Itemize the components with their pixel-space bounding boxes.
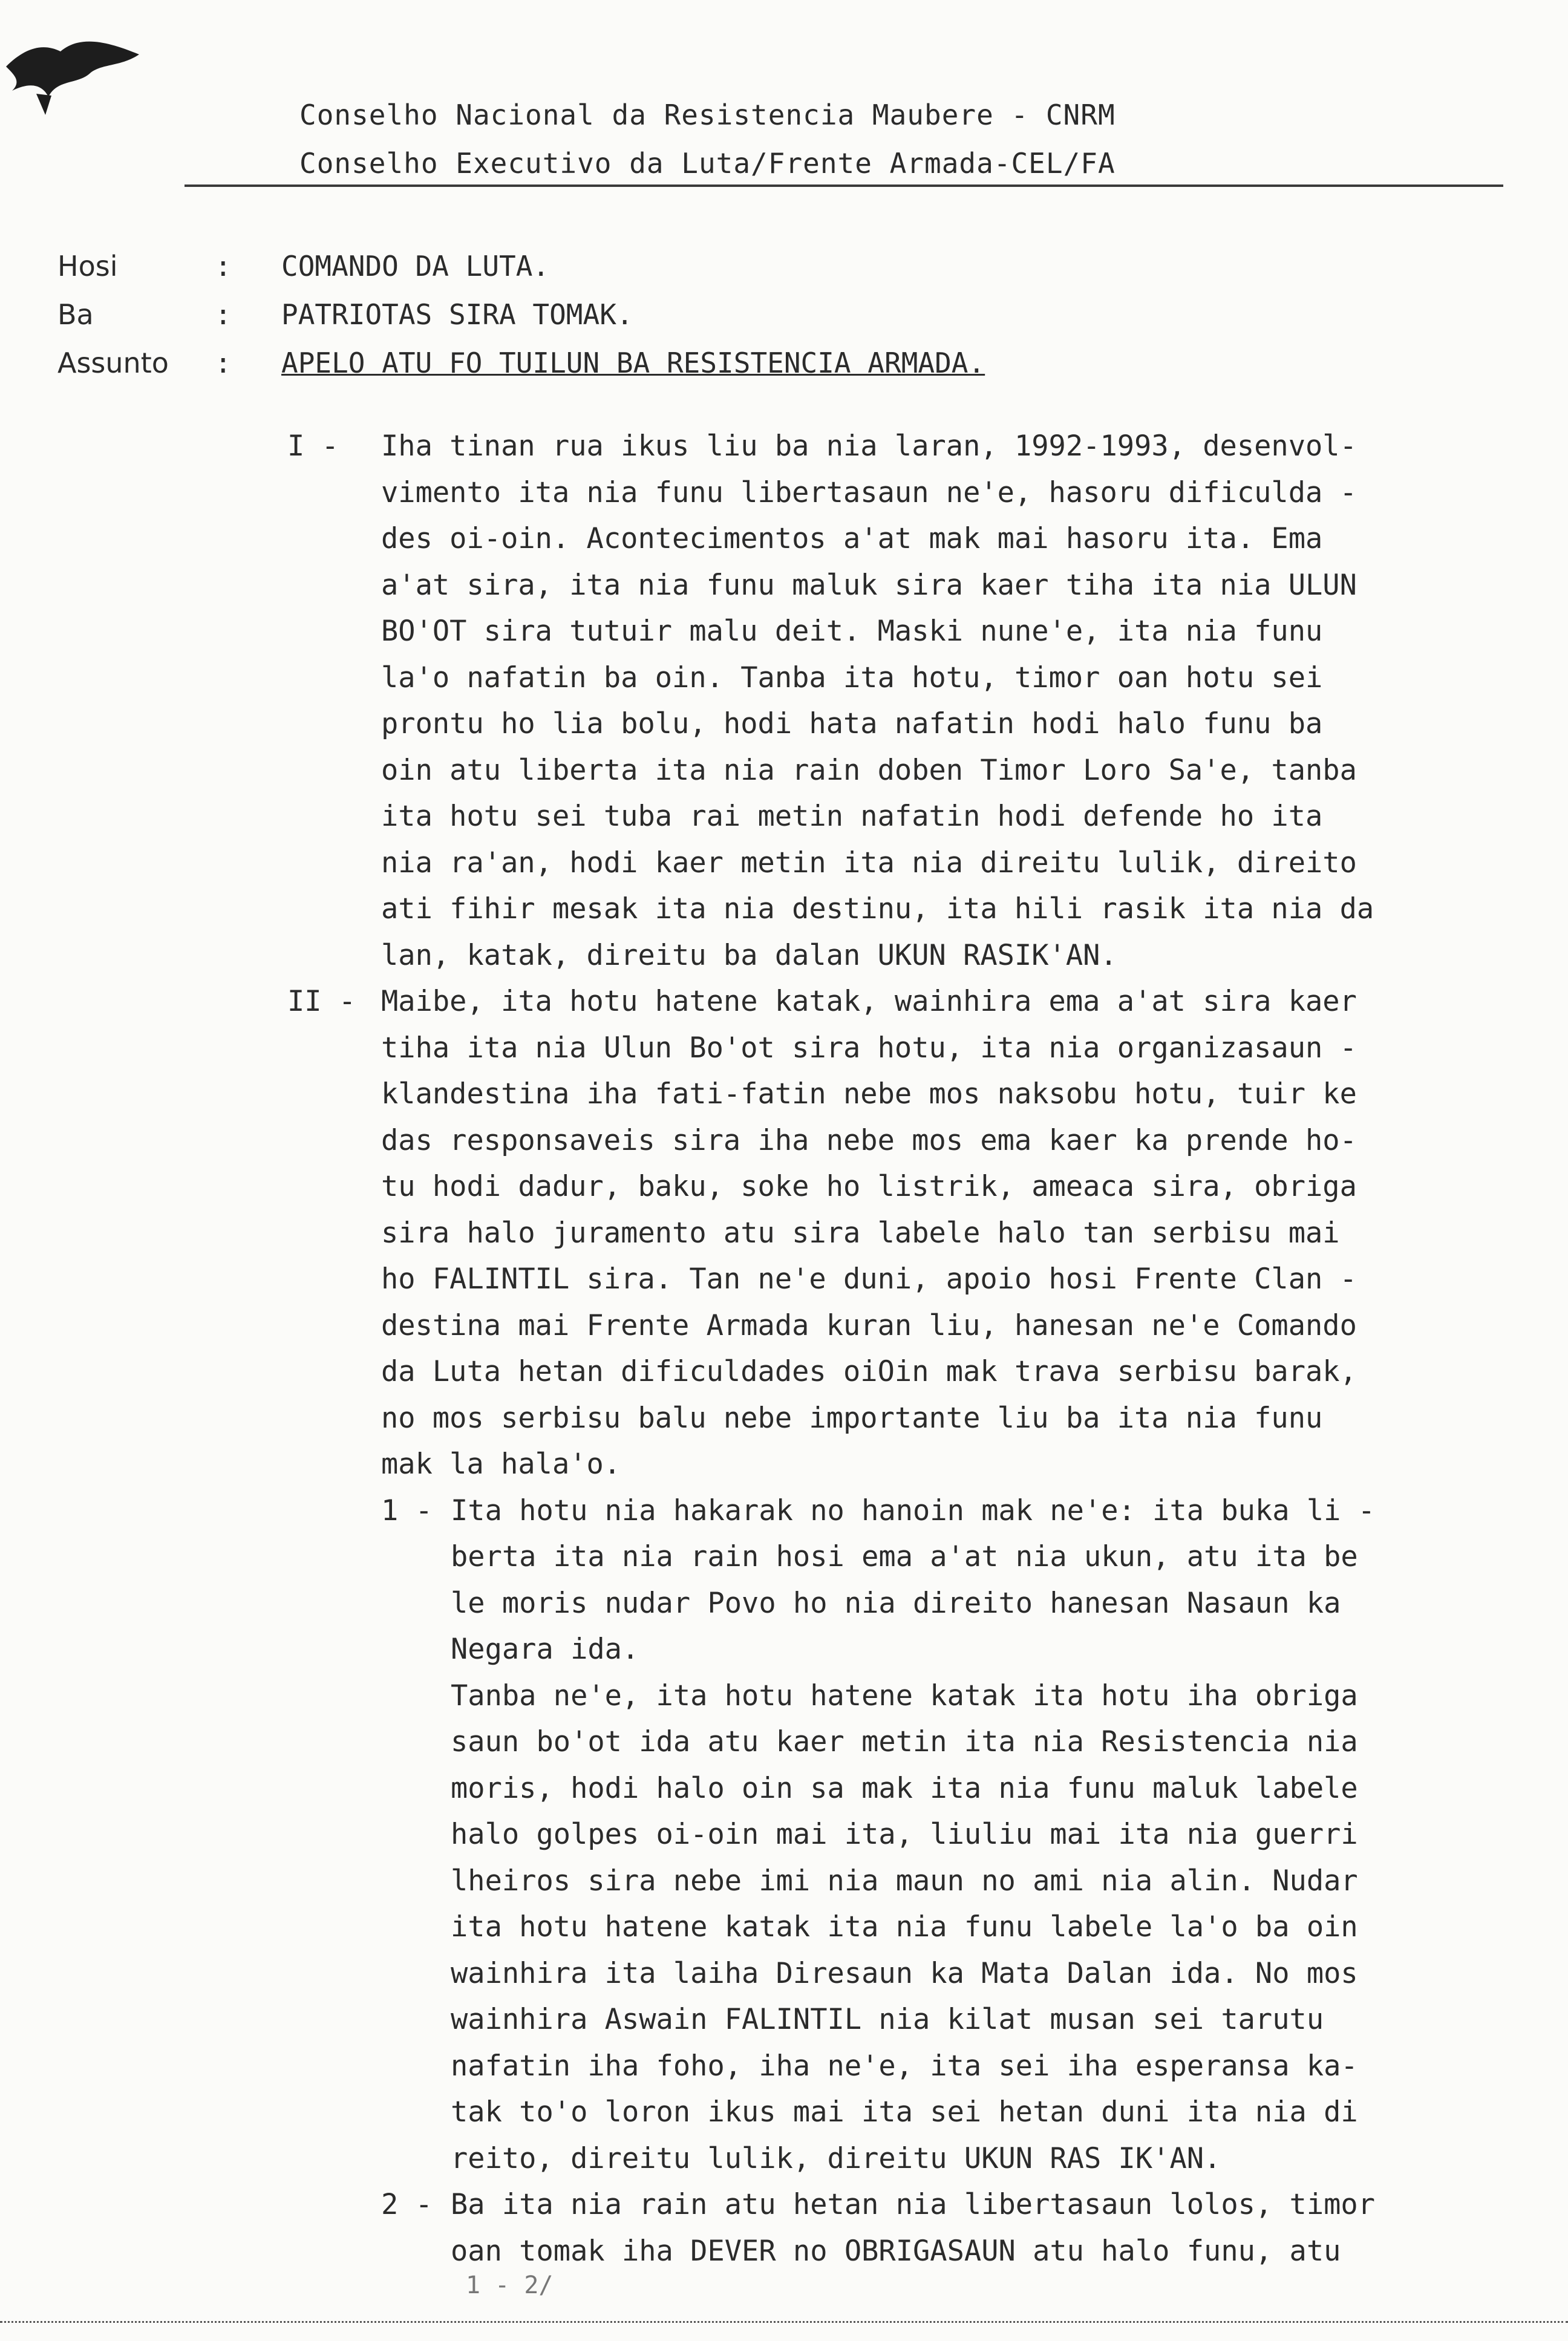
text-line: Ita hotu nia hakarak no hanoin mak ne'e: ita buka li - xyxy=(451,1494,1376,1527)
letterhead-line-1: Conselho Nacional da Resistencia Maubere - CNRM xyxy=(299,99,1116,131)
text-line: halo golpes oi-oin mai ita, liuliu mai ita nia guerri xyxy=(451,1818,1358,1851)
text-line: Negara ida. xyxy=(451,1633,639,1666)
text-line: prontu ho lia bolu, hodi hata nafatin hodi halo funu ba xyxy=(381,707,1323,740)
text-line: lheiros sira nebe imi nia maun no ami nia alin. Nudar xyxy=(451,1864,1358,1898)
section-text xyxy=(381,979,1497,1488)
text-line: wainhira ita laiha Diresaun ka Mata Dalan ida. No mos xyxy=(451,1956,1358,1990)
text-line: Maibe, ita hotu hatene katak, wainhira ema a'at sira kaer xyxy=(381,985,1357,1018)
text-line: nia ra'an, hodi kaer metin ita nia direitu lulik, direito xyxy=(381,846,1357,880)
subsection-number: 1 - xyxy=(381,1494,433,1527)
field-subject: Assunto : APELO ATU FO TUILUN BA RESISTENCIA ARMADA. xyxy=(57,339,985,387)
text-line: des oi-oin. Acontecimentos a'at mak mai hasoru ita. Ema xyxy=(381,522,1323,555)
text-line: oan tomak iha DEVER no OBRIGASAUN atu halo funu, atu xyxy=(451,2234,1341,2268)
text-line: berta ita nia rain hosi ema a'at nia ukun, atu ita be xyxy=(451,1540,1358,1573)
text-line: saun bo'ot ida atu kaer metin ita nia Resistencia nia xyxy=(451,1725,1358,1758)
text-line: wainhira Aswain FALINTIL nia kilat musan sei tarutu xyxy=(451,2003,1324,2036)
text-line: no mos serbisu balu nebe importante liu ba ita nia funu xyxy=(381,1401,1323,1435)
letterhead xyxy=(299,91,1116,188)
subsection-text xyxy=(451,2182,1497,2274)
text-line: ita hotu sei tuba rai metin nafatin hodi defende ho ita xyxy=(381,800,1323,833)
field-from: Hosi : COMANDO DA LUTA. xyxy=(57,242,985,290)
section-number: II - xyxy=(287,985,356,1018)
subsection-number: 2 - xyxy=(381,2188,433,2221)
section-1 xyxy=(287,423,1497,979)
text-line: mak la hala'o. xyxy=(381,1448,621,1481)
text-line: Ba ita nia rain atu hetan nia libertasaun lolos, timor xyxy=(451,2188,1376,2221)
text-line: sira halo juramento atu sira labele halo tan serbisu mai xyxy=(381,1216,1340,1250)
text-line: destina mai Frente Armada kuran liu, hanesan ne'e Comando xyxy=(381,1308,1357,1342)
section-number: I - xyxy=(287,429,339,463)
text-line: tak to'o loron ikus mai ita sei hetan duni ita nia di xyxy=(451,2095,1358,2129)
text-line: a'at sira, ita nia funu maluk sira kaer tiha ita nia ULUN xyxy=(381,568,1357,602)
text-line: ita hotu hatene katak ita nia funu labele la'o ba oin xyxy=(451,1910,1358,1944)
text-line: ho FALINTIL sira. Tan ne'e duni, apoio hosi Frente Clan - xyxy=(381,1262,1357,1296)
ink-blot-icon xyxy=(0,24,151,133)
field-label: Assunto xyxy=(57,347,169,379)
torn-bottom-edge xyxy=(0,2321,1568,2341)
field-value: PATRIOTAS SIRA TOMAK. xyxy=(281,298,633,331)
document-body xyxy=(287,423,1497,2274)
header-divider xyxy=(185,184,1503,187)
text-line: le moris nudar Povo ho nia direito hanesan Nasaun ka xyxy=(451,1586,1341,1620)
subsection-1 xyxy=(381,1488,1497,2183)
section-2 xyxy=(287,979,1497,1488)
text-line: das responsaveis sira iha nebe mos ema kaer ka prende ho- xyxy=(381,1123,1357,1157)
text-line: la'o nafatin ba oin. Tanba ita hotu, timor oan hotu sei xyxy=(381,661,1323,694)
text-line: nafatin iha foho, iha ne'e, ita sei iha esperansa ka- xyxy=(451,2049,1358,2083)
text-line: Iha tinan rua ikus liu ba nia laran, 1992-1993, desenvol- xyxy=(381,429,1357,463)
text-line: ati fihir mesak ita nia destinu, ita hili rasik ita nia da xyxy=(381,892,1374,926)
letterhead-line-2: Conselho Executivo da Luta/Frente Armada-CEL/FA xyxy=(299,147,1116,180)
field-label: Ba xyxy=(57,298,94,331)
text-line: moris, hodi halo oin sa mak ita nia funu maluk labele xyxy=(451,1771,1358,1805)
page-number: 1 - 2/ xyxy=(466,2271,554,2299)
field-value: APELO ATU FO TUILUN BA RESISTENCIA ARMADA. xyxy=(281,347,985,379)
text-line: Tanba ne'e, ita hotu hatene katak ita hotu iha obriga xyxy=(451,1679,1358,1712)
section-text xyxy=(381,423,1497,979)
text-line: tu hodi dadur, baku, soke ho listrik, ameaca sira, obriga xyxy=(381,1170,1357,1203)
text-line: oin atu liberta ita nia rain doben Timor Loro Sa'e, tanba xyxy=(381,753,1357,787)
text-line: klandestina iha fati-fatin nebe mos naksobu hotu, tuir ke xyxy=(381,1077,1357,1111)
text-line: BO'OT sira tutuir malu deit. Maski nune'e, ita nia funu xyxy=(381,615,1323,648)
memo-fields xyxy=(57,242,985,387)
field-label: Hosi xyxy=(57,250,118,282)
subsection-text xyxy=(451,1488,1497,2183)
text-line: vimento ita nia funu libertasaun ne'e, hasoru dificulda - xyxy=(381,475,1357,509)
text-line: reito, direitu lulik, direitu UKUN RAS IK'AN. xyxy=(451,2141,1221,2175)
text-line: lan, katak, direitu ba dalan UKUN RASIK'AN. xyxy=(381,938,1117,972)
field-to: Ba : PATRIOTAS SIRA TOMAK. xyxy=(57,290,985,339)
text-line: da Luta hetan dificuldades oiOin mak trava serbisu barak, xyxy=(381,1355,1357,1388)
field-value: COMANDO DA LUTA. xyxy=(281,250,550,282)
text-line: tiha ita nia Ulun Bo'ot sira hotu, ita nia organizasaun - xyxy=(381,1031,1357,1065)
subsection-2 xyxy=(381,2182,1497,2274)
